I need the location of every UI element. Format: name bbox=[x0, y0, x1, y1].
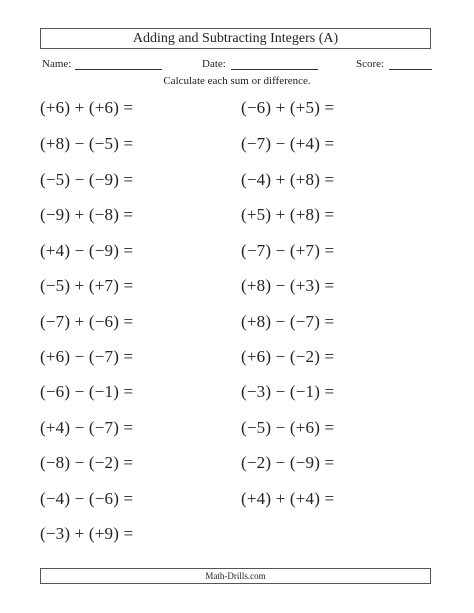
problem-right: (−5) − (+6) = bbox=[241, 418, 335, 437]
problem-right: (−7) − (+4) = bbox=[241, 134, 335, 153]
problem-left: (−5) + (+7) = bbox=[40, 276, 134, 295]
problem-left: (−8) − (−2) = bbox=[40, 453, 134, 472]
problem-right: (+5) + (+8) = bbox=[241, 205, 335, 224]
problem-right: (+4) + (+4) = bbox=[241, 489, 335, 508]
problem-right: (−6) + (+5) = bbox=[241, 98, 335, 117]
problem-left: (+4) − (−9) = bbox=[40, 241, 134, 260]
problem-left: (−4) − (−6) = bbox=[40, 489, 134, 508]
date-label: Date: bbox=[202, 58, 226, 70]
name-label: Name: bbox=[42, 58, 72, 70]
problem-right: (−3) − (−1) = bbox=[241, 382, 335, 401]
problem-left: (−3) + (+9) = bbox=[40, 524, 134, 543]
problem-right: (−2) − (−9) = bbox=[241, 453, 335, 472]
problem-right: (−4) + (+8) = bbox=[241, 170, 335, 189]
date-blank bbox=[231, 69, 318, 70]
instructions: Calculate each sum or difference. bbox=[163, 75, 311, 87]
problem-left: (−5) − (−9) = bbox=[40, 170, 134, 189]
problem-left: (+6) + (+6) = bbox=[40, 98, 134, 117]
worksheet-title: Adding and Subtracting Integers (A) bbox=[40, 28, 431, 49]
problem-right: (+6) − (−2) = bbox=[241, 347, 335, 366]
problem-left: (−9) + (−8) = bbox=[40, 205, 134, 224]
problem-right: (+8) − (−7) = bbox=[241, 312, 335, 331]
score-label: Score: bbox=[356, 58, 385, 70]
problem-left: (−7) + (−6) = bbox=[40, 312, 134, 331]
problem-right: (−7) − (+7) = bbox=[241, 241, 335, 260]
problem-left: (+8) − (−5) = bbox=[40, 134, 134, 153]
footer-credit: Math-Drills.com bbox=[40, 568, 431, 584]
score-blank bbox=[389, 69, 432, 70]
problem-right: (+8) − (+3) = bbox=[241, 276, 335, 295]
problem-left: (+4) − (−7) = bbox=[40, 418, 134, 437]
problem-left: (+6) − (−7) = bbox=[40, 347, 134, 366]
name-blank bbox=[75, 69, 162, 70]
problem-left: (−6) − (−1) = bbox=[40, 382, 134, 401]
